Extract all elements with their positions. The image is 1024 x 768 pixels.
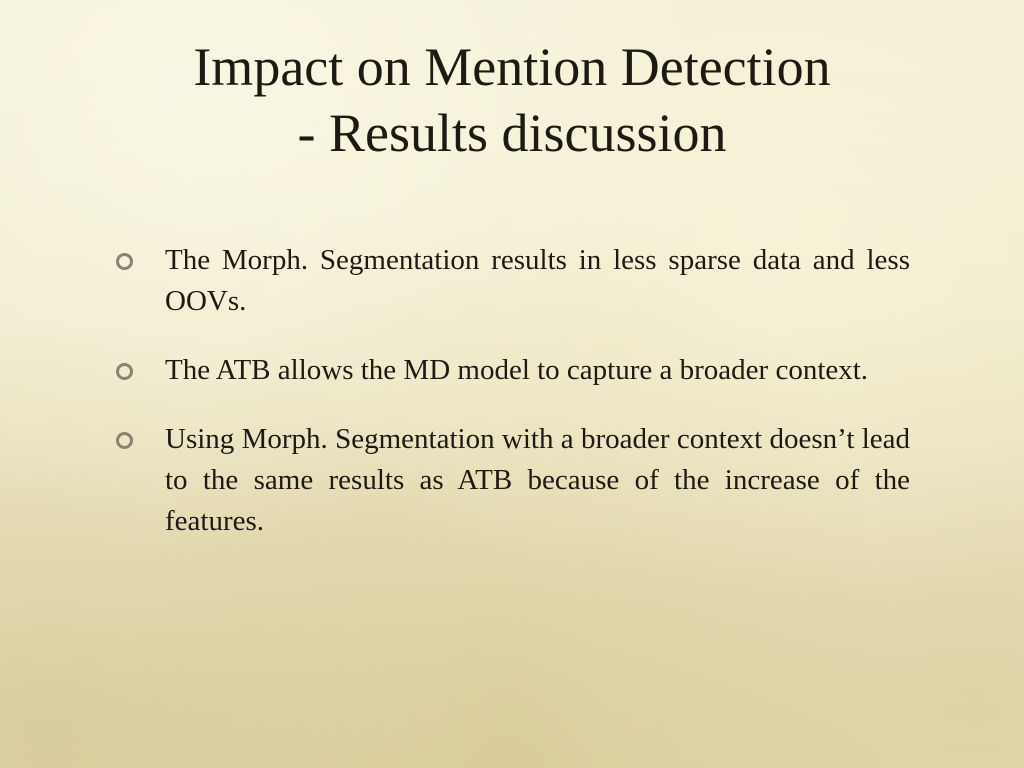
bullet-text-2: The ATB allows the MD model to capture a broader context. (165, 354, 869, 386)
ring-bullet-icon (116, 432, 133, 449)
slide-title-line-1: Impact on Mention Detection (193, 37, 831, 97)
bullet-item-1 (110, 240, 910, 322)
ring-bullet-icon (116, 363, 133, 380)
bullet-text-1: The Morph. Segmentation results in less sparse data and less OOVs. (165, 244, 910, 317)
ring-bullet-icon (116, 253, 133, 270)
bullet-item-3 (110, 419, 910, 542)
bullet-list (110, 240, 910, 570)
bullet-text-3: Using Morph. Segmentation with a broader context doesn’t lead to the same results as ATB because of the increase of the features. (165, 423, 910, 537)
bullet-item-2 (110, 350, 910, 391)
slide-title (80, 34, 944, 166)
slide-title-line-2: - Results discussion (297, 103, 727, 163)
